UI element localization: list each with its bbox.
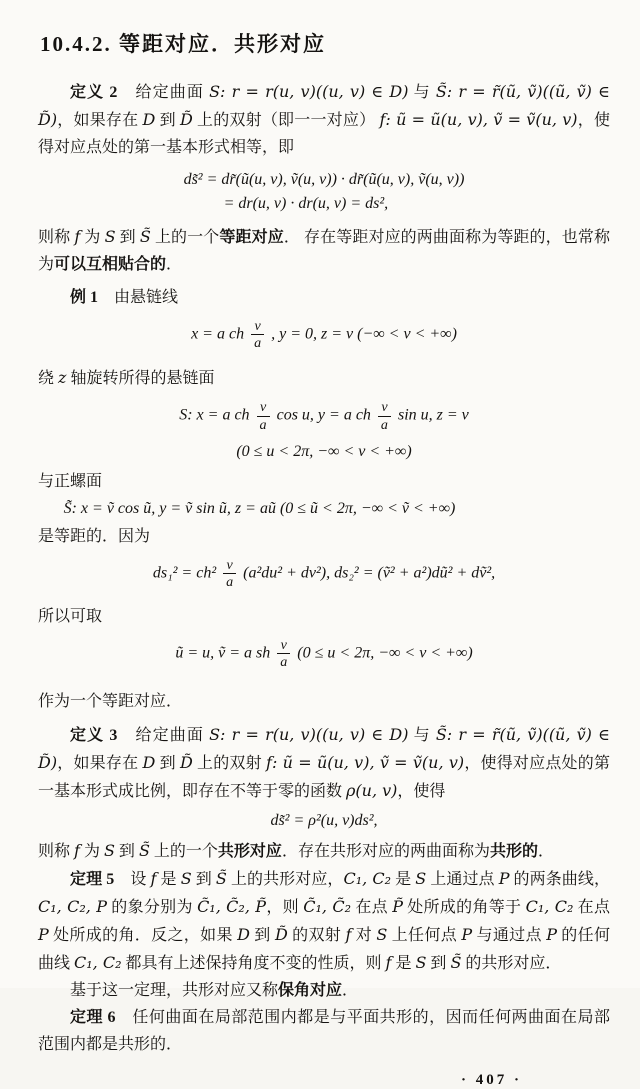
formula-catenary: x = a ch $\frac{v}{a}$ , y = 0, z = v (−∞ < v < +∞)	[191, 318, 457, 352]
formula-first-forms: ds₁² = ch² $\frac{v}{a}$ (a²du² + dv²), ds₂² = (ṽ² + a²)dũ² + dṽ²,	[152, 556, 496, 590]
paragraph-theorem-5: 定理 5 设 f 是 S 到 S̃ 上的共形对应，C₁, C₂ 是 S 上通过点 P 的两条曲线，C₁, C₂, P 的象分别为 C̃₁, C̃₂, P̃，则 C̃₁, C̃₂ 在点 P̃ 处所成的角等于 C₁, C₂ 在点 P 处所成的角．反之，如果 D 到 D̃ 的双射 f 对 S 上任何点 P 与通过点 P 的任何曲线 C₁, C₂ 都具有上述保持角度不变的性质，则 f 是 S 到 S̃ 的共形对应．	[38, 868, 610, 972]
paragraph-as-isometry: 作为一个等距对应．	[38, 692, 183, 710]
formula-catenoid: S: x = a ch $\frac{v}{a}$ cos u, y = a ch $\frac{v}{a}$ sin u, z = v	[179, 399, 469, 433]
paragraph-theorem-6: 定理 6 任何曲面在局部范围内都是与平面共形的，因而任何两曲面在局部范围内都是共形的．	[38, 1008, 610, 1053]
formula-block	[184, 168, 465, 216]
formula-correspondence: ũ = u, ṽ = a sh $\frac{v}{a}$ (0 ≤ u < 2π, −∞ < v < +∞)	[175, 637, 473, 671]
paragraph-isometry-conclusion: 则称 f 为 S 到 S̃ 上的一个等距对应． 存在等距对应的两曲面称为等距的，也常称为可以互相贴合的．	[38, 227, 610, 273]
page-number: · 407 ·	[460, 1071, 522, 1088]
paragraph-rotation: 绕 z 轴旋转所得的悬链面	[38, 368, 215, 388]
section-heading: 10.4.2. 等距对应．共形对应	[40, 32, 326, 56]
paragraph-helicoid-intro: 与正螺面	[38, 472, 103, 490]
paragraph-so-take: 所以可取	[38, 608, 103, 626]
paragraph-example-1: 例 1 由悬链线	[70, 289, 179, 306]
paragraph-definition-3: 定义 3 给定曲面 S: r = r(u, v)((u, v) ∈ D) 与 S̃: r = r̃(ũ, ṽ)((ũ, ṽ) ∈ D̃)，如果存在 D 到 D̃ 上的双射 f: ũ = ũ(u, v), ṽ = ṽ(u, v)，使得对应点处的第一基本形式成比例，即存在不等于零的函数 ρ(u, v)，使得	[38, 724, 610, 800]
spacer	[38, 678, 610, 688]
paragraph-conformal-conclusion: 则称 f 为 S 到 S̃ 上的一个共形对应．存在共形对应的两曲面称为共形的．	[38, 840, 554, 860]
paragraph-corollary-angle: 基于这一定理，共形对应又称保角对应．	[70, 981, 359, 999]
formula-first-form-equality	[38, 168, 610, 216]
formula-line-2: = dr(u, v) · dr(u, v) = ds²,	[223, 195, 389, 212]
formula-conformal-relation: ds̃² = ρ²(u, v)ds²,	[270, 811, 378, 829]
paragraph-definition-2: 定义 2 给定曲面 S: r = r(u, v)((u, v) ∈ D) 与 S̃: r = r̃(ũ, ṽ)((ũ, ṽ) ∈ D̃)，如果存在 D 到 D̃ 上的双射（即一一对应） f: ũ = ũ(u, v), ṽ = ṽ(u, v)，使得对应点处的第一基本形式相等，即	[38, 82, 610, 156]
paragraph-isometric-because: 是等距的．因为	[38, 527, 151, 545]
formula-line-1: ds̃² = dr̃(ũ(u, v), ṽ(u, v)) · dr̃(ũ(u, v), ṽ(u, v))	[183, 171, 465, 188]
formula-catenoid-domain: (0 ≤ u < 2π, −∞ < v < +∞)	[236, 442, 412, 460]
formula-helicoid: S̃: x = ṽ cos ũ, y = ṽ sin ũ, z = aũ (0 ≤ ũ < 2π, −∞ < ṽ < +∞)	[63, 499, 456, 517]
